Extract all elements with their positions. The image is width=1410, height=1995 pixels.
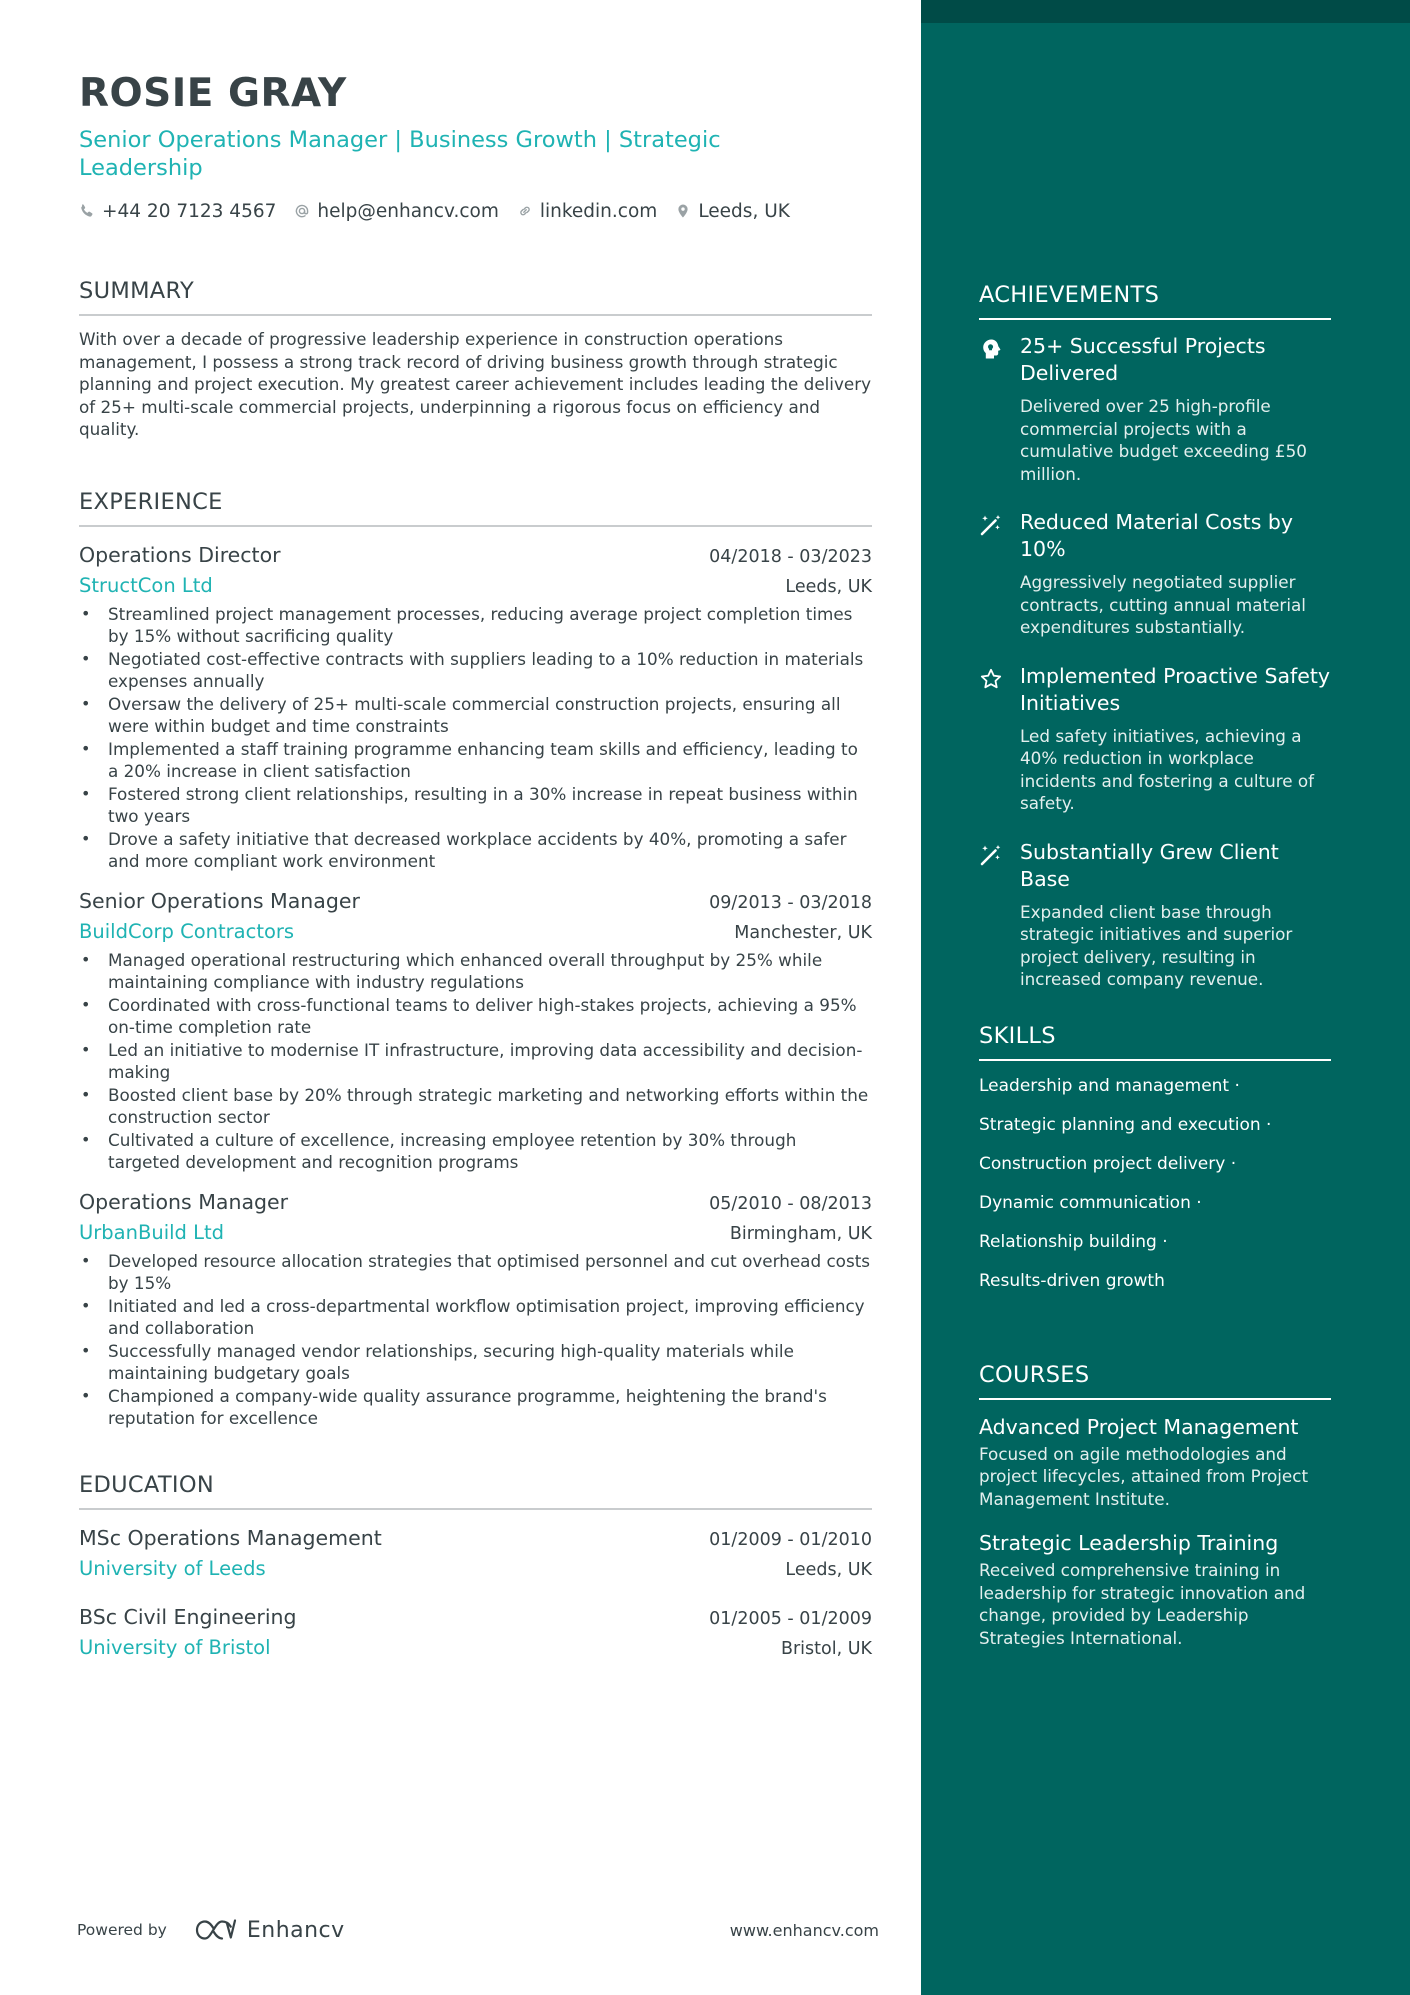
skills-heading: SKILLS (979, 1021, 1331, 1061)
achievement-item (979, 839, 1331, 991)
achievement-description: Delivered over 25 high-profile commercial projects with a cumulative budget exceeding £50 million. (1020, 396, 1307, 484)
phone-icon (79, 203, 95, 219)
course-title: Advanced Project Management (979, 1414, 1299, 1439)
job-bullet: • Developed resource allocation strategies that optimised personnel and cut overhead costs by 15% (79, 1250, 872, 1295)
main-column (79, 68, 872, 1662)
achievement-item (979, 333, 1331, 485)
footer (77, 1912, 879, 1948)
job-title: Senior Operations Manager (79, 888, 360, 913)
degree-title: MSc Operations Management (79, 1525, 382, 1550)
magic-wand-icon (979, 513, 1005, 639)
courses-section (979, 1360, 1331, 1650)
achievement-title: Reduced Material Costs by 10% (1020, 510, 1294, 561)
achievement-title: Implemented Proactive Safety Initiatives (1020, 663, 1331, 715)
job-bullet: • Fostered strong client relationships, resulting in a 30% increase in repeat business within two years (79, 783, 872, 828)
job-bullet: • Led an initiative to modernise IT infrastructure, improving data accessibility and decision-making (79, 1039, 872, 1084)
summary-section (79, 276, 872, 441)
enhancv-logo[interactable] (193, 1917, 345, 1943)
job-dates: 05/2010 - 08/2013 (709, 1193, 872, 1214)
job-company[interactable]: UrbanBuild Ltd (79, 1220, 225, 1244)
head-idea-icon (979, 337, 1005, 485)
course-title: Strategic Leadership Training (979, 1531, 1279, 1555)
education-heading: EDUCATION (79, 1470, 872, 1510)
contact-email-text: help@enhancv.com (317, 200, 499, 222)
job-location: Birmingham, UK (729, 1223, 872, 1244)
course-description: Focused on agile methodologies and project lifecycles, attained from Project Management Institute. (979, 1443, 1309, 1509)
star-icon (979, 667, 1005, 815)
job-title: Operations Director (79, 542, 281, 567)
job-bullet: • Boosted client base by 20% through strategic marketing and networking efforts within the construction sector (79, 1084, 872, 1129)
course-item (979, 1414, 1331, 1511)
magic-wand-icon (979, 843, 1005, 991)
experience-section (79, 487, 872, 1430)
skills-section (979, 1021, 1331, 1292)
job-title: Operations Manager (79, 1189, 289, 1214)
powered-by (77, 1917, 345, 1943)
link-icon (517, 203, 533, 219)
skill-item: Relationship building · (979, 1231, 1168, 1252)
achievements-heading: ACHIEVEMENTS (979, 280, 1331, 320)
powered-by-label: Powered by (77, 1921, 167, 1939)
skill-item: Dynamic communication · (979, 1192, 1202, 1213)
job-bullet: • Drove a safety initiative that decreased workplace accidents by 40%, promoting a safer and more compliant work environment (79, 828, 872, 873)
achievement-title: Substantially Grew Client Base (1020, 839, 1279, 891)
course-description: Received comprehensive training in leadership for strategic innovation and change, provided by Leadership Strategies International. (979, 1560, 1306, 1648)
job-bullets (79, 949, 872, 1174)
location-pin-icon (675, 203, 691, 219)
education-dates: 01/2005 - 01/2009 (709, 1608, 872, 1629)
job-location: Leeds, UK (785, 576, 872, 597)
job-bullet: • Successfully managed vendor relationships, securing high-quality materials while maintaining budgetary goals (79, 1340, 872, 1385)
skill-item: Results-driven growth (979, 1270, 1165, 1291)
course-item (979, 1530, 1331, 1649)
job-dates: 09/2013 - 03/2018 (709, 892, 872, 913)
headline: Senior Operations Manager | Business Growth | Strategic Leadership (79, 127, 721, 181)
job-company[interactable]: StructCon Ltd (79, 573, 213, 597)
achievement-description: Aggressively negotiated supplier contracts, cutting annual material expenditures substantially. (1020, 572, 1306, 637)
contact-location-text: Leeds, UK (698, 200, 790, 222)
website-link[interactable]: www.enhancv.com (729, 1920, 879, 1940)
education-location: Leeds, UK (785, 1559, 872, 1580)
job-bullet: • Initiated and led a cross-departmental workflow optimisation project, improving efficiency and collaboration (79, 1295, 872, 1340)
contact-bar (79, 198, 872, 224)
job-bullet: • Coordinated with cross-functional teams to deliver high-stakes projects, achieving a 95% on-time completion rate (79, 994, 872, 1039)
sidebar-top-band (921, 0, 1410, 23)
infinity-logo-icon (193, 1917, 239, 1943)
education-location: Bristol, UK (780, 1638, 872, 1659)
achievement-description: Expanded client base through strategic initiatives and superior project delivery, resulting in increased company revenue. (1020, 901, 1293, 989)
job-dates: 04/2018 - 03/2023 (709, 546, 872, 567)
courses-heading: COURSES (979, 1360, 1331, 1400)
school-name[interactable]: University of Bristol (79, 1635, 271, 1659)
at-icon (294, 203, 310, 219)
brand-name: Enhancv (246, 1917, 345, 1943)
education-dates: 01/2009 - 01/2010 (709, 1529, 872, 1550)
contact-phone-text: +44 20 7123 4567 (102, 200, 277, 222)
job-bullet: • Negotiated cost-effective contracts with suppliers leading to a 10% reduction in materials expenses annually (79, 648, 872, 693)
skill-item: Leadership and management · (979, 1075, 1240, 1096)
job-location: Manchester, UK (734, 922, 872, 943)
education-section (79, 1470, 872, 1662)
skill-item: Construction project delivery · (979, 1153, 1237, 1174)
job-bullets (79, 603, 872, 873)
school-name[interactable]: University of Leeds (79, 1556, 266, 1580)
summary-heading: SUMMARY (79, 276, 872, 316)
achievements-section (979, 280, 1331, 991)
job-bullet: • Oversaw the delivery of 25+ multi-scale commercial construction projects, ensuring all were within budget and time constraints (79, 693, 872, 738)
summary-text: With over a decade of progressive leadership experience in construction operations management, I possess a strong track record of driving business growth through strategic planning and project execution. My greatest career achievement includes leading the delivery of 25+ multi-scale commercial projects, underpinning a rigorous focus on efficiency and quality. (79, 329, 872, 439)
candidate-name: ROSIE GRAY (79, 71, 347, 116)
education-entry (79, 1524, 872, 1583)
achievement-title: 25+ Successful Projects Delivered (1020, 334, 1266, 385)
job-bullet: • Managed operational restructuring which enhanced overall throughput by 25% while maintaining compliance with industry regulations (79, 949, 872, 994)
job-bullet: • Streamlined project management processes, reducing average project completion times by 15% without sacrificing quality (79, 603, 872, 648)
sidebar-content (979, 280, 1331, 1649)
education-entry (79, 1603, 872, 1662)
degree-title: BSc Civil Engineering (79, 1604, 297, 1629)
job-bullets (79, 1250, 872, 1430)
skill-item: Strategic planning and execution · (979, 1114, 1272, 1135)
job-company[interactable]: BuildCorp Contractors (79, 919, 295, 943)
job-entry (79, 1188, 872, 1430)
experience-heading: EXPERIENCE (79, 487, 872, 527)
contact-linkedin[interactable] (517, 201, 657, 222)
achievement-item (979, 509, 1331, 639)
job-entry (79, 887, 872, 1174)
contact-linkedin-text: linkedin.com (539, 200, 658, 222)
contact-phone[interactable] (79, 201, 276, 222)
achievement-description: Led safety initiatives, achieving a 40% reduction in workplace incidents and fostering a culture of safety. (1020, 725, 1315, 813)
job-bullet: • Implemented a staff training programme enhancing team skills and efficiency, leading to a 20% increase in client satisfaction (79, 738, 872, 783)
job-entry (79, 541, 872, 873)
contact-email[interactable] (294, 201, 498, 222)
job-bullet: • Cultivated a culture of excellence, increasing employee retention by 30% through targeted development and recognition programs (79, 1129, 872, 1174)
job-bullet: • Championed a company-wide quality assurance programme, heightening the brand's reputation for excellence (79, 1385, 872, 1430)
contact-location (675, 201, 790, 222)
achievement-item (979, 663, 1331, 815)
